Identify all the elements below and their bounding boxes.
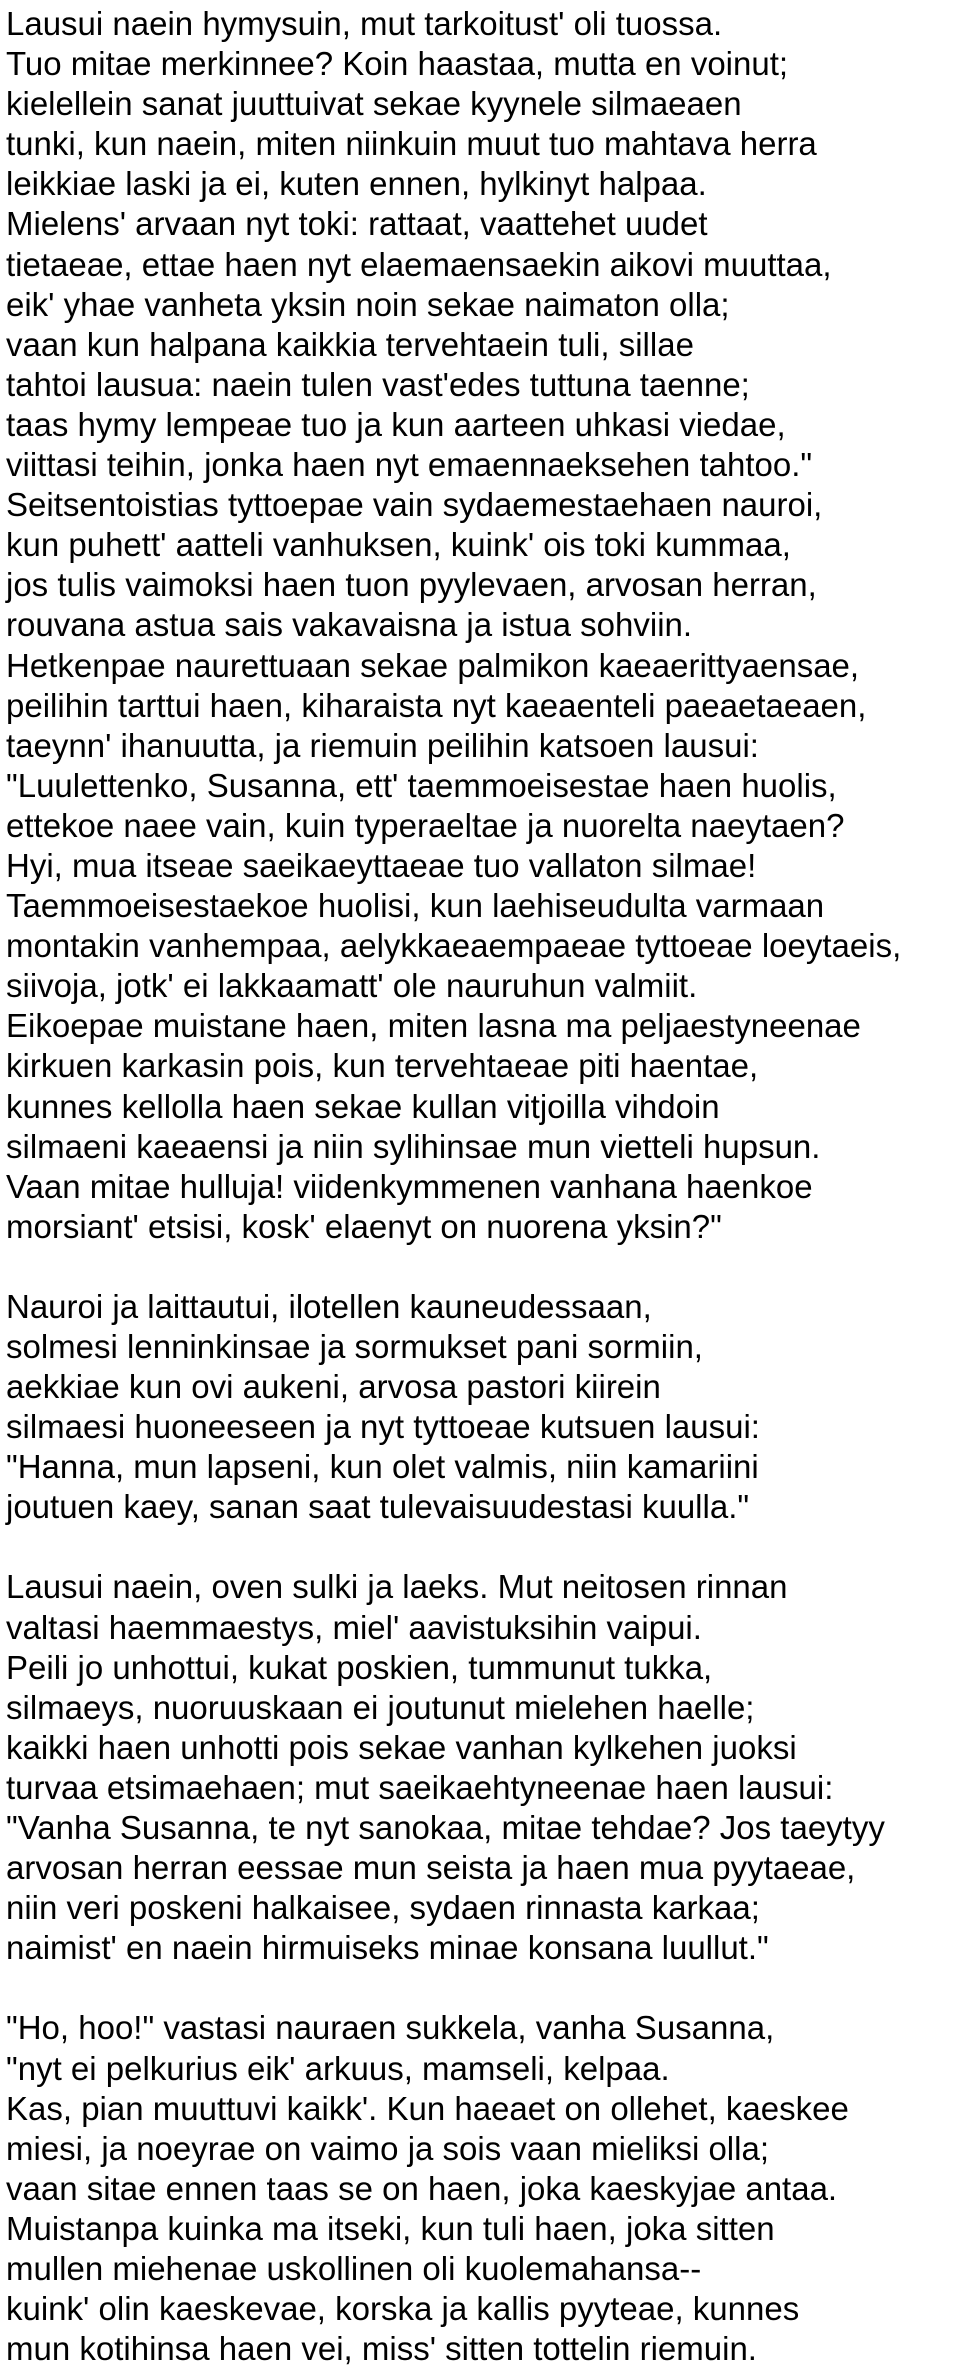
poem-line: vaan kun halpana kaikkia tervehtaein tuli, sillae xyxy=(6,325,694,363)
poem-line: siivoja, jotk' ei lakkaamatt' ole nauruhun valmiit. xyxy=(6,967,698,1005)
poem-line: arvosan herran eessae mun seista ja haen mua pyytaeae, xyxy=(6,1849,856,1887)
poem-line: solmesi lenninkinsae ja sormukset pani sormiin, xyxy=(6,1328,703,1365)
poem-line: taas hymy lempeae tuo ja kun aarteen uhkasi viedae, xyxy=(6,405,786,443)
poem-line: kunnes kellolla haen sekae kullan vitjoilla vihdoin xyxy=(6,1087,720,1125)
poem-line: kun puhett' aatteli vanhuksen, kuink' ois toki kummaa, xyxy=(6,526,791,564)
stanza-4 xyxy=(6,2008,960,2369)
poem-line: ettekoe naee vain, kuin typeraeltae ja nuorelta naeytaen? xyxy=(6,806,845,844)
poem-line: "Luulettenko, Susanna, ett' taemmoeisestae haen huolis, xyxy=(6,766,837,804)
poem-line: "Ho, hoo!" vastasi nauraen sukkela, vanha Susanna, xyxy=(6,2009,775,2047)
poem-line: tunki, kun naein, miten niinkuin muut tuo mahtava herra xyxy=(6,125,817,163)
poem-line: Lausui naein, oven sulki ja laeks. Mut neitosen rinnan xyxy=(6,1568,788,1606)
poem-line: silmaeys, nuoruuskaan ei joutunut mielehen haelle; xyxy=(6,1688,755,1726)
poem-line: valtasi haemmaestys, miel' aavistuksihin vaipui. xyxy=(6,1608,702,1646)
poem-line: mullen miehenae uskollinen oli kuolemahansa-- xyxy=(6,2249,702,2287)
poem-line: montakin vanhempaa, aelykkaeaempaeae tyttoeae loeytaeis, xyxy=(6,927,902,965)
poem-line: tietaeae, ettae haen nyt elaemaensaekin aikovi muuttaa, xyxy=(6,245,832,283)
poem-line: Hetkenpae naurettuaan sekae palmikon kaeaerittyaensae, xyxy=(6,646,860,684)
poem-line: leikkiae laski ja ei, kuten ennen, hylkinyt halpaa. xyxy=(6,165,707,203)
poem-line: silmaesi huoneeseen ja nyt tyttoeae kutsuen lausui: xyxy=(6,1408,760,1446)
poem-line: miesi, ja noeyrae on vaimo ja sois vaan mieliksi olla; xyxy=(6,2129,769,2167)
poem-line: aekkiae kun ovi aukeni, arvosa pastori kiirein xyxy=(6,1368,661,1406)
poem-line: viittasi teihin, jonka haen nyt emaennaeksehen tahtoo." xyxy=(6,446,813,484)
poem-line: taeynn' ihanuutta, ja riemuin peilihin katsoen lausui: xyxy=(6,726,759,764)
poem-line: Kas, pian muuttuvi kaikk'. Kun haeaet on ollehet, kaeskee xyxy=(6,2089,849,2127)
poem-line: "Hanna, mun lapseni, kun olet valmis, niin kamariini xyxy=(6,1448,759,1486)
poem-line: vaan sitae ennen taas se on haen, joka kaeskyjae antaa. xyxy=(6,2169,838,2207)
poem-line: turvaa etsimaehaen; mut saeikaehtyneenae haen lausui: xyxy=(6,1768,834,1806)
poem-line: "Vanha Susanna, te nyt sanokaa, mitae tehdae? Jos taeytyy xyxy=(6,1809,885,1847)
poem-line: Eikoepae muistane haen, miten lasna ma peljaestyneenae xyxy=(6,1007,861,1045)
poem-line: joutuen kaey, sanan saat tulevaisuudestasi kuulla." xyxy=(6,1488,750,1526)
poem-line: mun kotihinsa haen vei, miss' sitten tottelin riemuin. xyxy=(6,2330,757,2368)
poem-line: Taemmoeisestaekoe huolisi, kun laehiseudulta varmaan xyxy=(6,887,825,925)
poem-line: Mielens' arvaan nyt toki: rattaat, vaattehet uudet xyxy=(6,205,708,243)
poem-line: Lausui naein hymysuin, mut tarkoitust' oli tuossa. xyxy=(6,5,723,42)
poem-line: niin veri poskeni halkaisee, sydaen rinnasta karkaa; xyxy=(6,1889,760,1927)
poem-line: jos tulis vaimoksi haen tuon pyylevaen, arvosan herran, xyxy=(6,566,817,604)
poem-line: tahtoi lausua: naein tulen vast'edes tuttuna taenne; xyxy=(6,365,750,403)
poem-line: Seitsentoistias tyttoepae vain sydaemestaehaen nauroi, xyxy=(6,486,823,524)
poem-line: silmaeni kaeaensi ja niin sylihinsae mun vietteli hupsun. xyxy=(6,1127,821,1165)
stanza-2 xyxy=(6,1287,960,1528)
stanza-3 xyxy=(6,1567,960,1968)
poem-line: Hyi, mua itseae saeikaeyttaeae tuo vallaton silmae! xyxy=(6,846,757,884)
poem-line: Tuo mitae merkinnee? Koin haastaa, mutta en voinut; xyxy=(6,45,789,83)
poem-line: rouvana astua sais vakavaisna ja istua sohviin. xyxy=(6,606,693,644)
poem-line: kuink' olin kaeskevae, korska ja kallis pyyteae, kunnes xyxy=(6,2290,800,2328)
poem-line: eik' yhae vanheta yksin noin sekae naimaton olla; xyxy=(6,285,730,323)
stanza-1 xyxy=(6,4,960,1247)
poem-line: Vaan mitae hulluja! viidenkymmenen vanhana haenkoe xyxy=(6,1167,813,1205)
poem-line: kirkuen karkasin pois, kun tervehtaeae piti haentae, xyxy=(6,1047,759,1085)
poem-line: Muistanpa kuinka ma itseki, kun tuli haen, joka sitten xyxy=(6,2209,775,2247)
poem-line: Peili jo unhottui, kukat poskien, tummunut tukka, xyxy=(6,1648,713,1686)
poem-line: "nyt ei pelkurius eik' arkuus, mamseli, kelpaa. xyxy=(6,2049,670,2087)
poem-line: kaikki haen unhotti pois sekae vanhan kylkehen juoksi xyxy=(6,1728,797,1766)
poem-line: morsiant' etsisi, kosk' elaenyt on nuorena yksin?" xyxy=(6,1207,722,1245)
poem-line: kielellein sanat juuttuivat sekae kyynele silmaeaen xyxy=(6,85,742,123)
poem-line: peilihin tarttui haen, kiharaista nyt kaeaenteli paeaetaeaen, xyxy=(6,686,867,724)
poem-line: Nauroi ja laittautui, ilotellen kauneudessaan, xyxy=(6,1287,652,1325)
poem-line: naimist' en naein hirmuiseks minae konsana luullut." xyxy=(6,1929,769,1967)
